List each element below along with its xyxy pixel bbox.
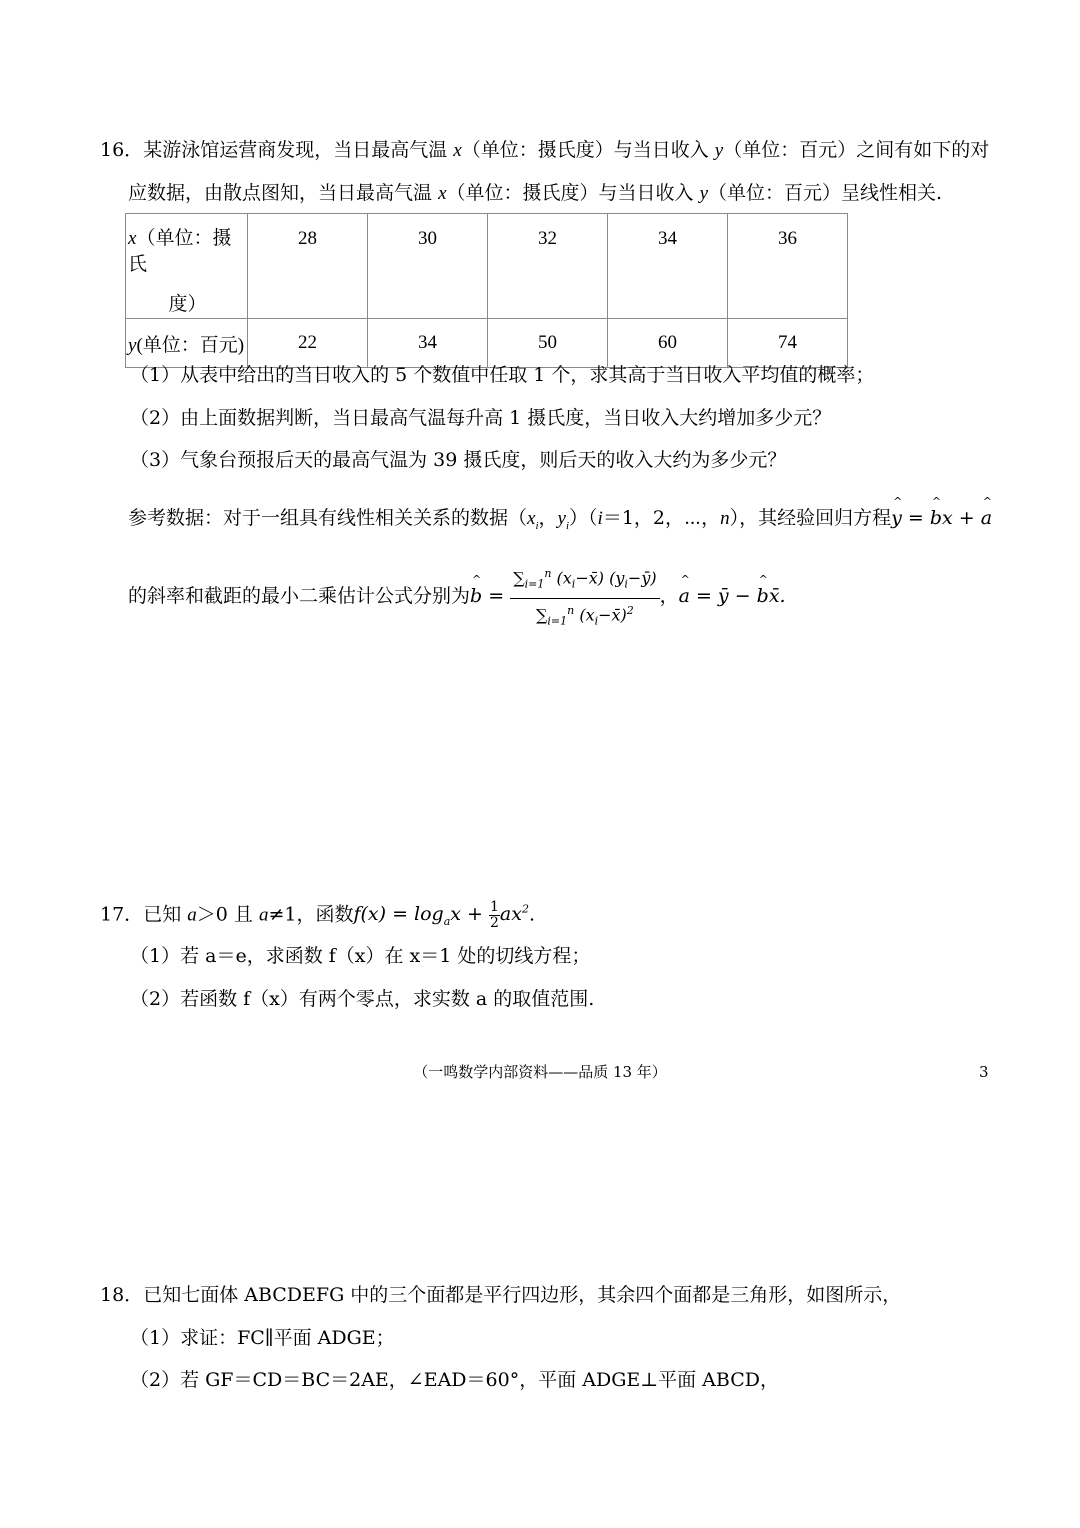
q16-number: 16． [100, 139, 144, 161]
table-row-x [126, 214, 848, 319]
q18-sub-1: （1）求证：FC∥平面 ADGE； [130, 1327, 395, 1349]
q16-line-1: 16．某游泳馆运营商发现，当日最高气温 x（单位：摄氏度）与当日收入 y（单位：百元）之间有如下的对 [100, 139, 990, 161]
y-value: 60 [608, 319, 728, 368]
y-value: 74 [728, 319, 848, 368]
y-value: 34 [368, 319, 488, 368]
intercept-formula: ^ a = ȳ − ^ bx̄. [679, 585, 786, 607]
table-row-y [126, 319, 848, 368]
q16-sub-1: （1）从表中给出的当日收入的 5 个数值中任取 1 个，求其高于当日收入平均值的概率； [130, 364, 875, 386]
data-table [125, 213, 848, 368]
q18-stem: 18．已知七面体 ABCDEFG 中的三个面都是平行四边形，其余四个面都是三角形，如图所示， [100, 1284, 902, 1306]
x-value: 34 [608, 214, 728, 319]
function-definition: $f(x) = \log_ax$ + $\frac{1}{2}$ $ax^2$ [353, 898, 529, 931]
x-value: 32 [488, 214, 608, 319]
q18-number: 18． [100, 1284, 144, 1306]
page-number: 3 [979, 1063, 989, 1081]
q17-number: 17． [100, 903, 144, 926]
q17-sub-1: （1）若 a＝e，求函数 f（x）在 x＝1 处的切线方程； [130, 945, 591, 967]
x-header-cell: x（单位：摄氏 度） [126, 214, 248, 319]
q17-stem: 17．已知 a＞0 且 a≠1，函数$f(x) = \log_ax$ + $\frac{1}{2}$ $ax^2$. [100, 898, 535, 931]
q18-sub-2: （2）若 GF＝CD＝BC＝2AE，∠EAD＝60°，平面 ADGE⊥平面 ABCD， [130, 1369, 779, 1391]
q16-sub-3: （3）气象台预报后天的最高气温为 39 摄氏度，则后天的收入大约为多少元？ [130, 449, 787, 471]
q16-reference-line-2: 的斜率和截距的最小二乘估计公式分别为^ b = $\frac{\sum_{i=1}^n (x_i-x̄) (y_i-ȳ)}{\sum_{i=1}^n (x_i-x̄)^2}$ ，^ a = ȳ − ^ bx̄. [128, 563, 786, 631]
q17-sub-2: （2）若函数 f（x）有两个零点，求实数 a 的取值范围. [130, 988, 595, 1010]
y-header-cell: y(单位：百元) [126, 319, 248, 368]
y-value: 22 [248, 319, 368, 368]
regression-equation: ^ y = ^ bx + ^ a [891, 507, 992, 529]
footer-text: （一鸣数学内部资料——品质 13 年） [413, 1063, 667, 1081]
x-value: 30 [368, 214, 488, 319]
q16-sub-2: （2）由上面数据判断，当日最高气温每升高 1 摄氏度，当日收入大约增加多少元？ [130, 407, 832, 429]
y-value: 50 [488, 319, 608, 368]
slope-formula: $\frac{\sum_{i=1}^n (x_i-x̄) (y_i-ȳ)}{\sum_{i=1}^n (x_i-x̄)^2}$ [510, 563, 659, 631]
x-value: 36 [728, 214, 848, 319]
x-value: 28 [248, 214, 368, 319]
q16-line-2: 应数据，由散点图知，当日最高气温 x（单位：摄氏度）与当日收入 y（单位：百元）呈线性相关. [128, 182, 943, 204]
q16-reference-line-1: 参考数据：对于一组具有线性相关关系的数据（$x_i$，$y_i)(i=1$，2，⋯，n），其经验回归方程^ y = ^ bx + ^ a [128, 505, 992, 539]
